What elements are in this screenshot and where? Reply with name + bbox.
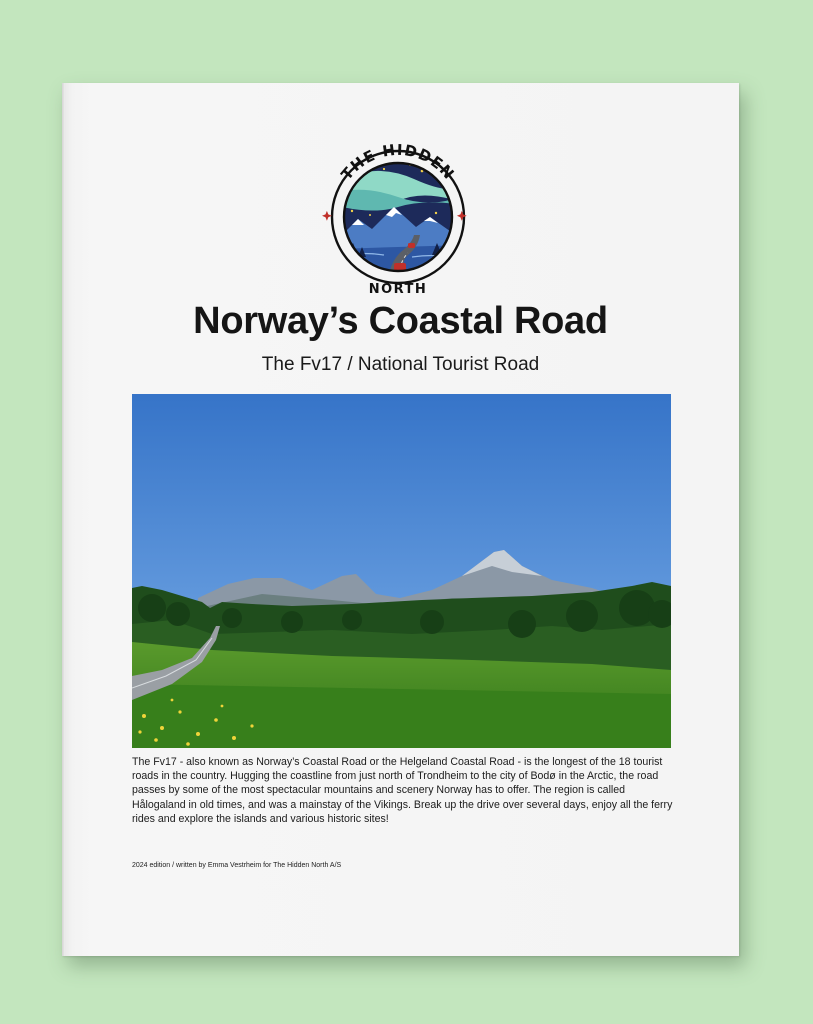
logo-text-top: THE HIDDEN	[337, 140, 459, 184]
cover-description: The Fv17 - also known as Norway’s Coastal Road or the Helgeland Coastal Road - is the longest of the 18 tourist roads in the country. Hugging the coastline from just north of Trondheim to the city of Bodø in the Arctic, the road passes by some of the most spectacular mountains and scenery Norway has to offer. The region is called Hålogaland in old times, and was a mainstay of the Vikings. Break up the drive over several days, enjoy all the ferry rides and explore the islands and various historic sites!	[132, 756, 673, 825]
hidden-north-logo	[314, 131, 482, 299]
cover-subtitle: The Fv17 / National Tourist Road	[261, 354, 540, 375]
edition-credit: 2024 edition / written by Emma Vestrheim for The Hidden North A/S	[132, 862, 342, 869]
logo-text-bottom: NORTH	[368, 282, 428, 297]
logo-emblem	[314, 131, 482, 299]
cover-title: Norway’s Coastal Road	[193, 300, 608, 342]
spine-edge	[62, 83, 65, 956]
landscape-image	[132, 394, 671, 748]
cover-photo	[132, 394, 671, 748]
guide-book-cover	[62, 83, 739, 956]
